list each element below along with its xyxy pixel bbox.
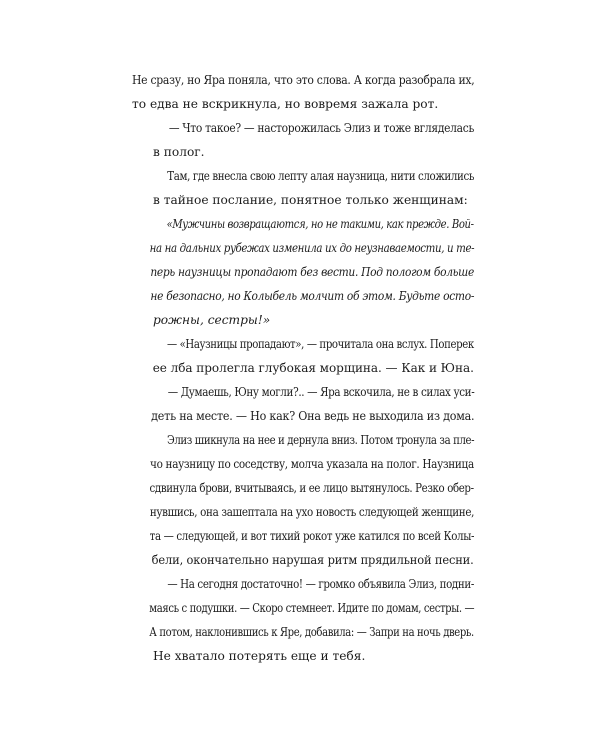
text-line: — На сегодня достаточно! — громко объявила Элиз, подни- (167, 577, 474, 591)
text-line: на на дальних рубежах изменила их до неузнаваемости, и те- (149, 241, 475, 255)
paragraph (132, 68, 474, 116)
text-line: А потом, наклонившись к Яре, добавила: — Запри на ночь дверь. (149, 625, 474, 639)
text-line: то едва не вскрикнула, но вовремя зажала рот. (132, 97, 439, 111)
text-line: бели, окончательно нарушая ритм прядильной песни. (151, 553, 474, 567)
paragraph (132, 332, 474, 380)
text-line: — Что такое? — насторожилась Элиз и тоже вгляделась (168, 121, 474, 135)
text-line: Там, где внесла свою лепту алая наузница, нити сложились (167, 169, 475, 183)
paragraph (132, 380, 474, 428)
text-line: перь наузницы пропадают без вести. Под пологом больше (150, 265, 474, 279)
paragraph (132, 212, 474, 332)
text-line: Элиз шикнула на нее и дернула вниз. Потом тронула за пле- (166, 433, 475, 447)
paragraph (132, 572, 474, 668)
text-line: Не хватало потерять еще и тебя. (153, 649, 366, 663)
paragraph (132, 116, 474, 164)
text-line: деть на месте. — Но как? Она ведь не выходила из дома. (151, 409, 475, 423)
text-line: нувшись, она зашептала на ухо новость следующей женщине, (149, 505, 475, 519)
text-line: в тайное послание, понятное только женщинам: (153, 193, 468, 207)
text-line: в полог. (153, 145, 205, 159)
text-line: не безопасно, но Колыбель молчит об этом. Будьте осто- (150, 289, 475, 303)
text-line: сдвинула брови, вчитываясь, и ее лицо вытянулось. Резко обер- (149, 481, 474, 495)
text-line: чо наузницу по соседству, молча указала на полог. Наузница (150, 457, 474, 471)
paragraph (132, 164, 474, 212)
text-line: Не сразу, но Яра поняла, что это слова. А когда разобрала их, (132, 73, 475, 87)
text-line: маясь с подушки. — Скоро стемнеет. Идите по домам, сестры. — (149, 601, 475, 615)
text-line: рожны, сестры!» (153, 313, 271, 327)
page-text (132, 68, 474, 668)
text-line: «Мужчины возвращаются, но не такими, как прежде. Вой- (166, 217, 474, 231)
text-line: ее лба пролегла глубокая морщина. — Как и Юна. (152, 361, 474, 375)
text-line: та — следующей, и вот тихий рокот уже катился по всей Колы- (149, 529, 475, 543)
text-line: — Думаешь, Юну могли?.. — Яра вскочила, не в силах уси- (167, 385, 475, 399)
paragraph (132, 428, 474, 572)
text-line: — «Наузницы пропадают», — прочитала она вслух. Поперек (166, 337, 474, 351)
